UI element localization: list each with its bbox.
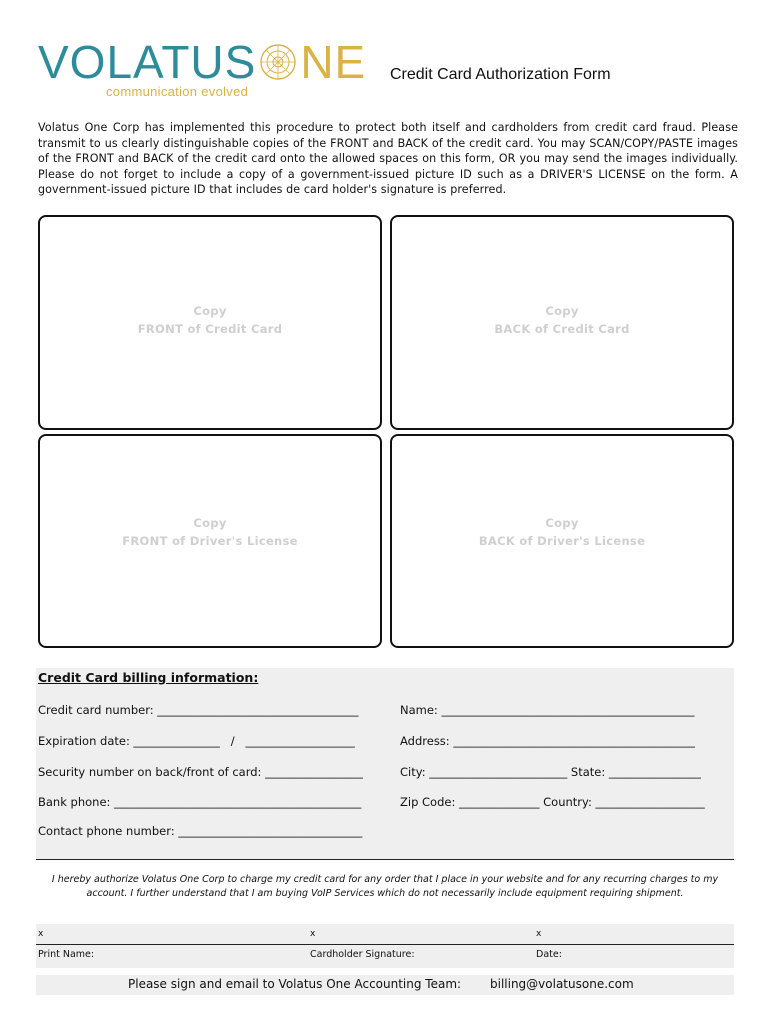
date-x-mark: x — [536, 929, 542, 939]
signature-x-mark: x — [310, 929, 316, 939]
date-label: Date: — [536, 949, 562, 960]
back-credit-card-box[interactable] — [390, 215, 734, 430]
print-name-label: Print Name: — [38, 949, 95, 960]
billing-title: Credit Card billing information: — [38, 670, 259, 685]
billing-section — [36, 668, 734, 859]
billing-divider — [36, 859, 734, 860]
intro-paragraph: Volatus One Corp has implemented this procedure to protect both itself and cardholders from credit card fraud. Please transmit to us clearly distinguishable copies of the FRONT and BACK of the credit card. You may SCAN/COPY/PASTE images of the FRONT and BACK of the credit card onto the allowed spaces on this form, OR you may send the images individually. Please do not forget to include a copy of a government-issued picture ID such as a DRIVER'S LICENSE on the form. A government-issued picture ID that includes de card holder's signature is preferred. — [38, 121, 738, 197]
back-drivers-license-box[interactable] — [390, 434, 734, 648]
front-drivers-license-label: Copy FRONT of Driver's License — [122, 516, 298, 548]
company-logo — [38, 36, 367, 104]
form-title: Credit Card Authorization Form — [390, 66, 611, 83]
footer-bar — [36, 975, 734, 995]
cardholder-signature-label: Cardholder Signature: — [310, 949, 415, 960]
back-drivers-license-label: Copy BACK of Driver's License — [478, 516, 646, 548]
logo-name-part2: NE — [300, 36, 367, 88]
logo-name-part1: VOLATUS — [38, 36, 257, 88]
logo-tagline: communication evolved — [106, 84, 249, 99]
signature-line[interactable] — [36, 944, 734, 945]
print-name-x-mark: x — [38, 929, 44, 939]
security-number-field[interactable]: Security number on back/front of card: _________________ — [38, 765, 363, 779]
back-credit-card-label: Copy BACK of Credit Card — [494, 304, 630, 336]
bank-phone-field[interactable]: Bank phone: ___________________________________________ — [38, 795, 362, 809]
signature-section — [36, 924, 734, 968]
expiration-date-field[interactable]: Expiration date: _______________ / ___________________ — [38, 734, 355, 748]
footer-instruction: Please sign and email to Volatus One Accounting Team: — [128, 977, 462, 991]
billing-email-link[interactable]: billing@volatusone.com — [490, 977, 634, 991]
city-state-field[interactable]: City: ________________________ State: ________________ — [400, 765, 701, 779]
front-drivers-license-box[interactable] — [38, 434, 382, 648]
credit-card-number-field[interactable]: Credit card number: ___________________________________ — [38, 703, 359, 717]
logo-wordmark — [38, 36, 366, 88]
front-credit-card-label: Copy FRONT of Credit Card — [137, 304, 283, 336]
zip-country-field[interactable]: Zip Code: ______________ Country: ___________________ — [400, 795, 705, 809]
authorization-statement: I hereby authorize Volatus One Corp to charge my credit card for any order that I place in your website and for any recurring charges to my account. I further understand that I am buying VoIP Services which do not necessarily include equipment requiring shipment. — [51, 874, 719, 899]
front-credit-card-box[interactable] — [38, 215, 382, 430]
contact-phone-field[interactable]: Contact phone number: ________________________________ — [38, 824, 363, 838]
address-field[interactable]: Address: __________________________________________ — [400, 734, 695, 748]
sun-logo-icon — [258, 42, 298, 82]
name-field[interactable]: Name: ____________________________________________ — [400, 703, 695, 717]
